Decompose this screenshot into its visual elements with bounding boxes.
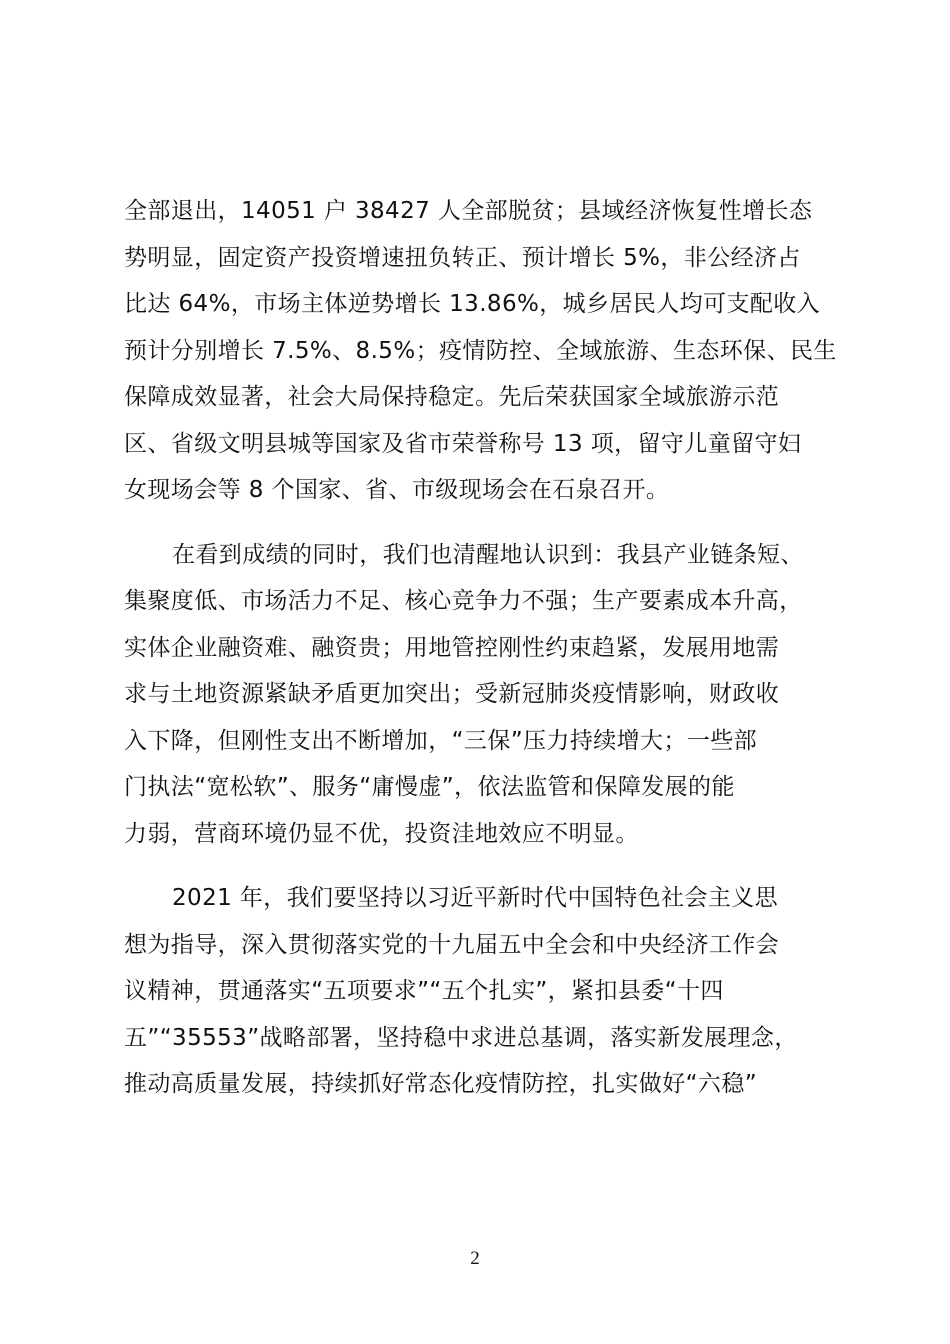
text-line: 五”“35553”战略部署，坚持稳中求进总基调，落实新发展理念， [124,1024,798,1051]
text-line: 势明显，固定资产投资增速扭负转正、预计增长 5%，非公经济占 [124,244,801,271]
text-line: 比达 64%，市场主体逆势增长 13.86%，城乡居民人均可支配收入 [124,291,821,317]
text-line: 实体企业融资难、融资贵；用地管控刚性约束趋紧，发展用地需 [124,634,780,661]
paragraph-spacing [124,514,836,532]
document-body [124,188,836,1108]
paragraph-spacing [124,857,836,875]
text-line: 推动高质量发展，持续抓好常态化疫情防控，扎实做好“六稳” [124,1071,758,1097]
text-line: 2021 年，我们要坚持以习近平新时代中国特色社会主义思 [172,885,779,911]
text-line: 求与土地资源紧缺矛盾更加突出；受新冠肺炎疫情影响，财政收 [124,681,780,707]
text-line: 预计分别增长 7.5%、8.5%；疫情防控、全域旅游、生态环保、民生 [124,337,837,364]
text-line: 集聚度低、市场活力不足、核心竞争力不强；生产要素成本升高， [124,588,803,614]
page-number: 2 [470,1248,480,1269]
paragraph [124,188,836,514]
paragraph [124,532,836,858]
text-line: 全部退出，14051 户 38427 人全部脱贫；县域经济恢复性增长态 [124,198,813,224]
text-line: 区、省级文明县城等国家及省市荣誉称号 13 项，留守儿童留守妇 [124,430,802,457]
text-line: 女现场会等 8 个国家、省、市级现场会在石泉召开。 [124,477,670,503]
text-line: 门执法“宽松软”、服务“庸慢虚”，依法监管和保障发展的能 [124,774,735,800]
paragraph [124,875,836,1108]
text-line: 在看到成绩的同时，我们也清醒地认识到：我县产业链条短、 [172,541,804,568]
text-line: 想为指导，深入贯彻落实党的十九届五中全会和中央经济工作会 [124,931,780,958]
text-line: 力弱，营商环境仍显不优，投资洼地效应不明显。 [124,820,639,847]
text-line: 议精神，贯通落实“五项要求”“五个扎实”，紧扣县委“十四 [124,978,724,1004]
text-line: 入下降，但刚性支出不断增加，“三保”压力持续增大；一些部 [124,727,758,754]
text-line: 保障成效显著，社会大局保持稳定。先后荣获国家全域旅游示范 [124,384,780,410]
